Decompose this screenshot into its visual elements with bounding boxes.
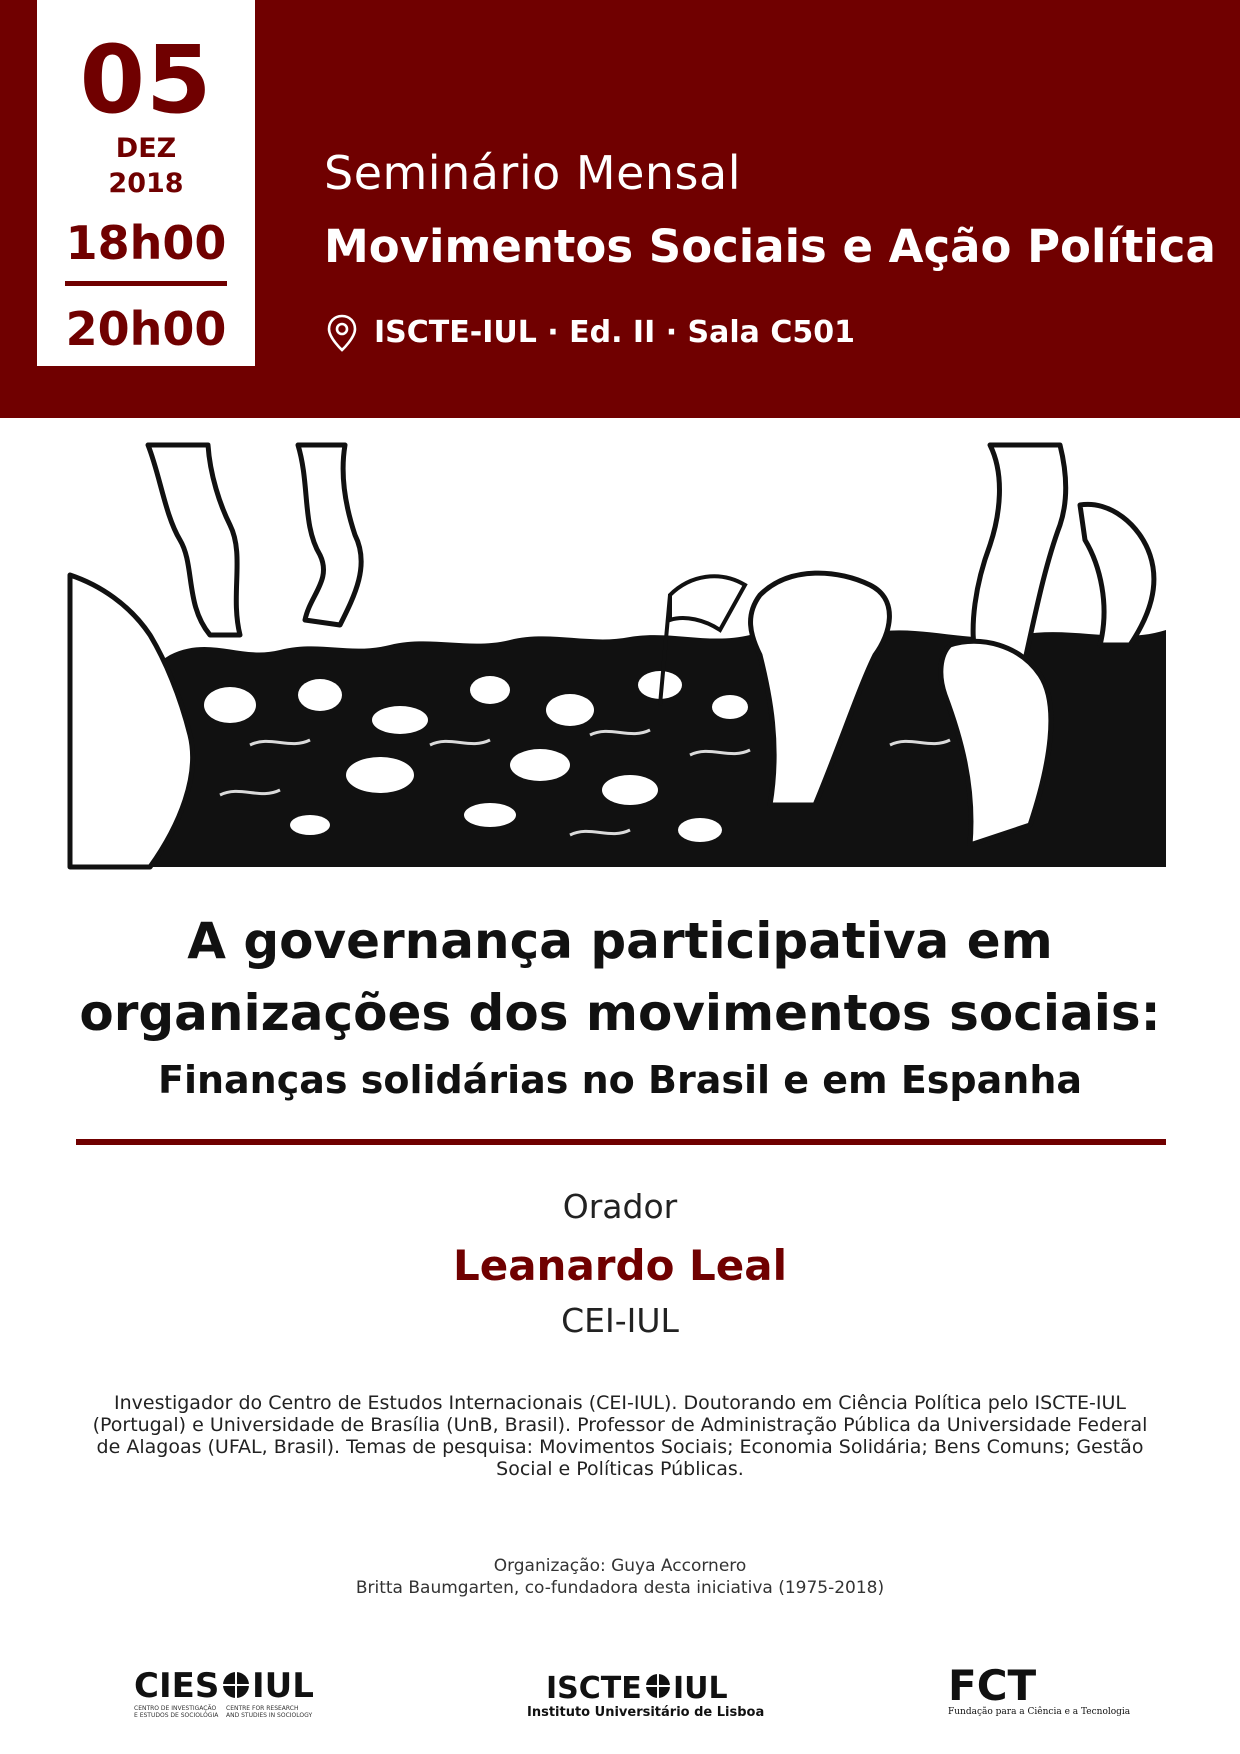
svg-text:IUL: IUL (673, 1671, 728, 1706)
time-divider (65, 281, 227, 286)
speaker-label: Orador (562, 1187, 678, 1226)
location-text: ISCTE-IUL · Ed. II · Sala C501 (374, 315, 855, 350)
talk-title (40, 905, 1200, 1111)
fct-logo (948, 1661, 1131, 1724)
cies-iul-logo-graphic (134, 1663, 354, 1723)
crowd-image (70, 445, 1166, 867)
event-year: 2018 (108, 168, 184, 199)
svg-text:Instituto Universitário de Lis: Instituto Universitário de Lisboa (527, 1705, 765, 1720)
speaker-bio: Investigador do Centro de Estudos Internacionais (CEI-IUL). Doutorando em Ciência Política pelo ISCTE-IUL (Portugal) e Universidade de Brasília (UnB, Brasil). Professor de Administração Pública da Universidade Federal de Alagoas (UFAL, Brasil). Temas de pesquisa: Movimentos Sociais; Economia Solidária; Bens Comuns; Gestão Social e Políticas Públicas. (92, 1392, 1148, 1480)
svg-text:ISCTE: ISCTE (546, 1671, 642, 1706)
talk-title-line1: A governança participativa em (187, 912, 1053, 970)
iscte-iul-logo (522, 1666, 765, 1722)
seminar-series: Seminário Mensal (324, 146, 741, 200)
talk-subtitle: Finanças solidárias no Brasil e em Espanha (157, 1058, 1083, 1102)
organizer-line: Organização: Guya Accornero (493, 1556, 747, 1576)
event-month: DEZ (115, 133, 177, 164)
fct-logo-graphic (948, 1661, 1131, 1724)
speaker-name: Leanardo Leal (452, 1241, 788, 1290)
svg-text:IUL: IUL (252, 1666, 314, 1706)
end-time: 20h00 (65, 302, 227, 356)
organization-credits (0, 1555, 1240, 1599)
iscte-iul-logo-graphic (522, 1666, 765, 1722)
location (326, 313, 855, 353)
svg-text:FCT: FCT (948, 1661, 1037, 1710)
start-time: 18h00 (65, 216, 227, 270)
svg-text:CENTRO DE INVESTIGAÇÃO: CENTRO DE INVESTIGAÇÃO (134, 1705, 217, 1712)
svg-text:CENTRE FOR RESEARCH: CENTRE FOR RESEARCH (226, 1705, 299, 1712)
svg-text:AND STUDIES IN SOCIOLOGY: AND STUDIES IN SOCIOLOGY (226, 1712, 313, 1719)
event-day: 05 (79, 26, 213, 135)
cies-iul-logo (134, 1663, 354, 1723)
map-pin-icon (326, 314, 358, 352)
protest-crowd-illustration (70, 445, 1166, 867)
speaker-affiliation: CEI-IUL (561, 1301, 679, 1340)
founder-line: Britta Baumgarten, co-fundadora desta iniciativa (1975-2018) (355, 1578, 885, 1598)
header-banner (0, 0, 1240, 418)
svg-text:Fundação para a Ciência e a Te: Fundação para a Ciência e a Tecnologia (948, 1707, 1131, 1717)
svg-text:CIES: CIES (134, 1666, 220, 1706)
date-box (37, 0, 255, 366)
section-divider (76, 1139, 1166, 1145)
talk-title-line2: organizações dos movimentos sociais: (79, 984, 1161, 1042)
seminar-name: Movimentos Sociais e Ação Política (324, 220, 1216, 273)
svg-text:E ESTUDOS DE SOCIOLOGIA: E ESTUDOS DE SOCIOLOGIA (134, 1712, 219, 1719)
